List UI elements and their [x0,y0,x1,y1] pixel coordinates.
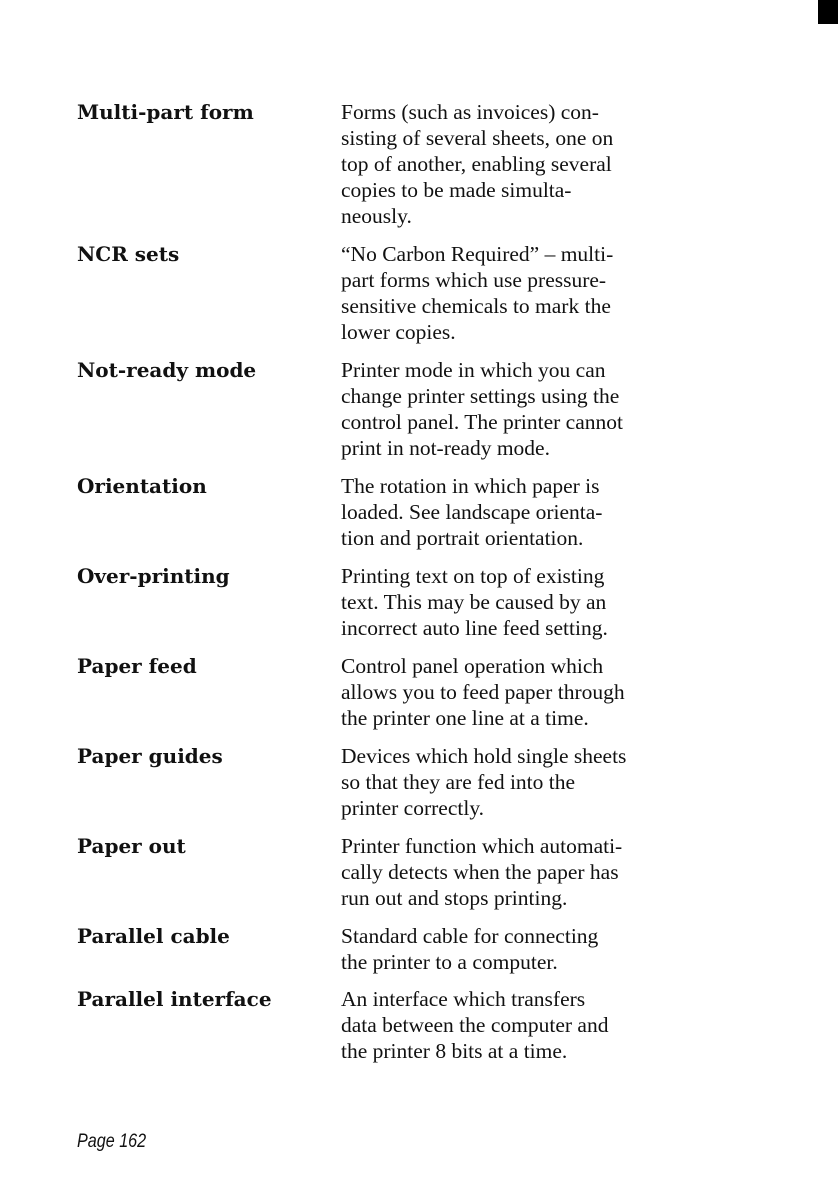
glossary-term: Paper out [77,834,186,858]
definition-line: Control panel operation which [341,654,604,678]
definition-line: the printer one line at a time. [341,706,589,730]
definition-line: tion and portrait orientation. [341,526,584,550]
definition-line: printer correctly. [341,796,485,820]
definition-line: An interface which transfers [341,987,586,1011]
glossary-term: Over-printing [77,564,230,588]
glossary-term: NCR sets [77,242,180,266]
definition-line: Printer function which automati- [341,834,623,858]
glossary-definition [341,357,711,461]
definition-line: the printer 8 bits at a time. [341,1039,568,1063]
glossary-term: Multi-part form [77,100,254,124]
definition-line: top of another, enabling several [341,152,612,176]
definition-line: neously. [341,204,412,228]
definition-line: sensitive chemicals to mark the [341,294,611,318]
glossary-definition [341,241,711,345]
glossary-term: Orientation [77,474,207,498]
glossary-term: Paper feed [77,654,197,678]
glossary-term: Not-ready mode [77,358,257,382]
glossary-term: Parallel cable [77,924,230,948]
definition-line: change printer settings using the [341,384,620,408]
definition-line: Printing text on top of existing [341,564,605,588]
definition-line: print in not-ready mode. [341,436,550,460]
definition-line: Devices which hold single sheets [341,744,627,768]
definition-line: Standard cable for connecting [341,924,599,948]
glossary-definition [341,743,711,821]
glossary-term: Parallel interface [77,987,272,1011]
glossary-definition [341,99,711,229]
definition-line: “No Carbon Required” – multi- [341,242,614,266]
definition-line: loaded. See landscape orienta- [341,500,603,524]
glossary-definition [341,473,711,551]
page-number: Page 162 [77,1131,147,1152]
glossary-term: Paper guides [77,744,223,768]
definition-line: incorrect auto line feed setting. [341,616,608,640]
definition-line: data between the computer and [341,1013,609,1037]
glossary-definition [341,833,711,911]
glossary-definition [341,653,711,731]
definition-line: copies to be made simulta- [341,178,572,202]
definition-line: text. This may be caused by an [341,590,607,614]
definition-line: part forms which use pressure- [341,268,607,292]
definition-line: control panel. The printer cannot [341,410,623,434]
definition-line: run out and stops printing. [341,886,568,910]
definition-line: lower copies. [341,320,456,344]
definition-line: Printer mode in which you can [341,358,606,382]
definition-line: so that they are fed into the [341,770,576,794]
glossary-definition [341,563,711,641]
glossary-definition [341,986,711,1064]
definition-line: The rotation in which paper is [341,474,600,498]
glossary-definition [341,923,711,975]
definition-line: sisting of several sheets, one on [341,126,614,150]
definition-line: allows you to feed paper through [341,680,625,704]
definition-line: Forms (such as invoices) con- [341,100,599,124]
definition-line: cally detects when the paper has [341,860,619,884]
definition-line: the printer to a computer. [341,950,558,974]
scan-corner-mark [818,0,838,24]
